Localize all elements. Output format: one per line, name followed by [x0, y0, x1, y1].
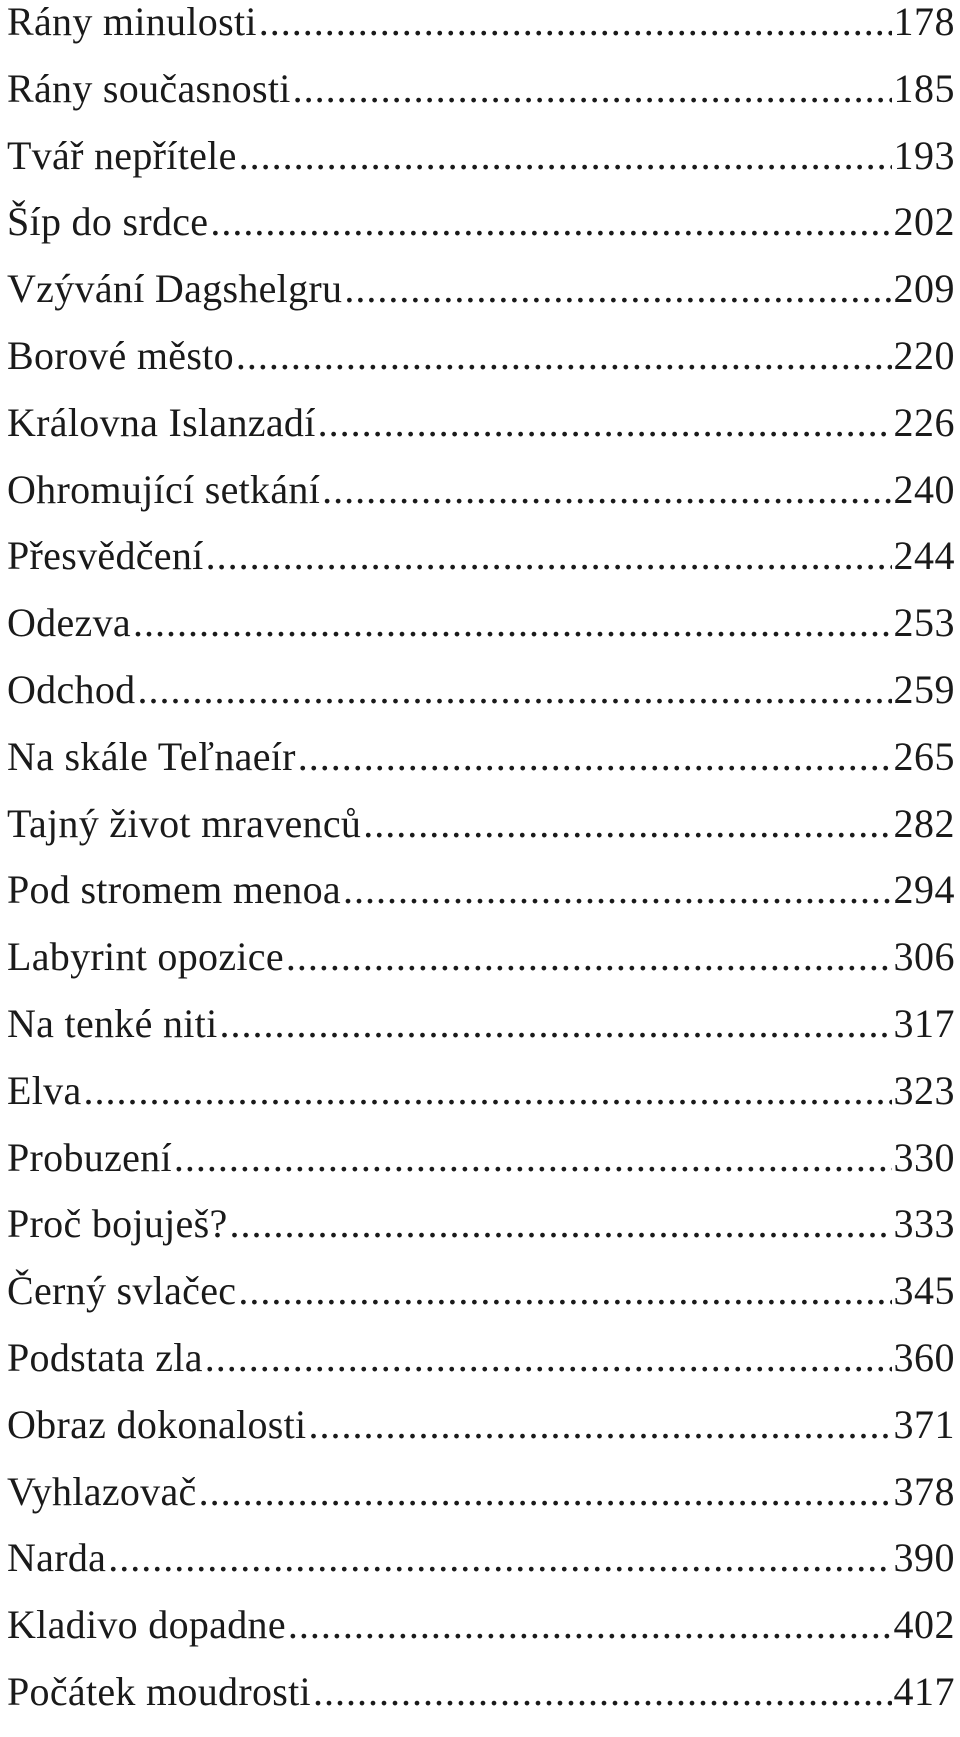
toc-dot-leader	[210, 202, 891, 242]
toc-entry-page: 209	[893, 266, 955, 312]
toc-entry-page: 185	[893, 65, 955, 111]
toc-entry-title: Rány současnosti	[7, 65, 291, 111]
toc-entry-page: 240	[893, 466, 955, 512]
toc-entry-title: Rány minulosti	[7, 0, 257, 44]
toc-entry	[7, 668, 955, 735]
toc-entry-title: Tajný život mravenců	[7, 800, 362, 846]
toc-dot-leader	[286, 937, 892, 977]
toc-dot-leader	[259, 2, 892, 42]
toc-entry-page: 294	[893, 867, 955, 913]
toc-entry-title: Odezva	[7, 600, 131, 646]
toc-entry	[7, 1536, 955, 1603]
toc-entry-page: 282	[893, 800, 955, 846]
toc-entry	[7, 802, 955, 869]
toc-entry-page: 323	[893, 1067, 955, 1113]
toc-entry-page: 265	[893, 733, 955, 779]
toc-entry	[7, 1603, 955, 1670]
toc-dot-leader	[363, 804, 891, 844]
toc-entry	[7, 334, 955, 401]
toc-entry-title: Černý svlačec	[7, 1268, 237, 1314]
toc-entry	[7, 134, 955, 201]
toc-dot-leader	[308, 1405, 891, 1445]
toc-dot-leader	[322, 470, 891, 510]
toc-dot-leader	[205, 1338, 892, 1378]
toc-entry	[7, 401, 955, 468]
toc-entry	[7, 1002, 955, 1069]
toc-entry-title: Královna Islanzadí	[7, 399, 316, 445]
toc-entry-page: 360	[893, 1334, 955, 1380]
toc-entry-page: 333	[893, 1201, 955, 1247]
toc-entry-title: Obraz dokonalosti	[7, 1401, 307, 1447]
toc-entry-title: Ohromující setkání	[7, 466, 321, 512]
toc-entry-title: Počátek moudrosti	[7, 1668, 311, 1714]
toc-entry-page: 345	[893, 1268, 955, 1314]
toc-entry-page: 202	[893, 199, 955, 245]
toc-entry-page: 306	[893, 934, 955, 980]
toc-entry-page: 220	[893, 332, 955, 378]
toc-entry-page: 317	[893, 1000, 955, 1046]
toc-entry-title: Proč bojuješ?	[7, 1201, 228, 1247]
toc-dot-leader	[343, 870, 892, 910]
toc-entry-title: Šíp do srdce	[7, 199, 209, 245]
toc-entry	[7, 735, 955, 802]
toc-dot-leader	[133, 603, 892, 643]
toc-entry	[7, 601, 955, 668]
toc-dot-leader	[206, 536, 892, 576]
toc-entry-title: Probuzení	[7, 1134, 172, 1180]
toc-entry-page: 253	[893, 600, 955, 646]
toc-entry-title: Borové město	[7, 332, 234, 378]
toc-dot-leader	[288, 1605, 892, 1645]
toc-entry-page: 193	[893, 132, 955, 178]
toc-entry-title: Tvář nepřítele	[7, 132, 237, 178]
toc-entry	[7, 1269, 955, 1336]
toc-dot-leader	[220, 1004, 892, 1044]
toc-dot-leader	[84, 1071, 892, 1111]
toc-entry	[7, 1470, 955, 1537]
toc-entry-page: 390	[893, 1535, 955, 1581]
toc-entry-page: 417	[893, 1668, 955, 1714]
toc-dot-leader	[293, 69, 892, 109]
toc-entry-page: 378	[893, 1468, 955, 1514]
toc-entry-title: Odchod	[7, 666, 136, 712]
toc-entry	[7, 935, 955, 1002]
toc-dot-leader	[344, 269, 891, 309]
toc-entry	[7, 1202, 955, 1269]
toc-entry-title: Vzývání Dagshelgru	[7, 266, 343, 312]
toc-entry-page: 402	[893, 1602, 955, 1648]
toc-dot-leader	[199, 1472, 892, 1512]
toc-entry	[7, 1136, 955, 1203]
toc-entry	[7, 1336, 955, 1403]
toc-entry-title: Vyhlazovač	[7, 1468, 197, 1514]
toc-entry-page: 178	[893, 0, 955, 44]
toc-dot-leader	[236, 336, 892, 376]
toc-dot-leader	[174, 1138, 892, 1178]
toc-dot-leader	[313, 1672, 892, 1712]
toc-dot-leader	[230, 1204, 892, 1244]
toc-entry	[7, 267, 955, 334]
toc-entry-title: Přesvědčení	[7, 533, 204, 579]
toc-entry	[7, 1670, 955, 1737]
toc-dot-leader	[298, 737, 892, 777]
toc-entry-title: Pod stromem menoa	[7, 867, 341, 913]
toc-entry	[7, 1069, 955, 1136]
toc-entry	[7, 200, 955, 267]
toc-entry-title: Na tenké niti	[7, 1000, 218, 1046]
toc-entry-page: 259	[893, 666, 955, 712]
toc-entry	[7, 868, 955, 935]
toc-entry-title: Elva	[7, 1067, 82, 1113]
toc-entry-title: Labyrint opozice	[7, 934, 284, 980]
toc-entry-page: 244	[893, 533, 955, 579]
toc-dot-leader	[318, 403, 892, 443]
toc-entry	[7, 1403, 955, 1470]
toc-dot-leader	[238, 1271, 891, 1311]
toc-entry	[7, 0, 955, 67]
toc-entry-title: Narda	[7, 1535, 107, 1581]
toc-entry-page: 371	[893, 1401, 955, 1447]
toc-entry-title: Na skále Teľnaeír	[7, 733, 296, 779]
table-of-contents	[7, 0, 955, 1737]
toc-entry	[7, 534, 955, 601]
toc-dot-leader	[108, 1538, 891, 1578]
toc-entry	[7, 468, 955, 535]
toc-entry-page: 226	[893, 399, 955, 445]
toc-entry-title: Kladivo dopadne	[7, 1602, 286, 1648]
toc-dot-leader	[137, 670, 891, 710]
toc-dot-leader	[239, 136, 892, 176]
toc-entry	[7, 67, 955, 134]
toc-entry-title: Podstata zla	[7, 1334, 203, 1380]
toc-entry-page: 330	[893, 1134, 955, 1180]
